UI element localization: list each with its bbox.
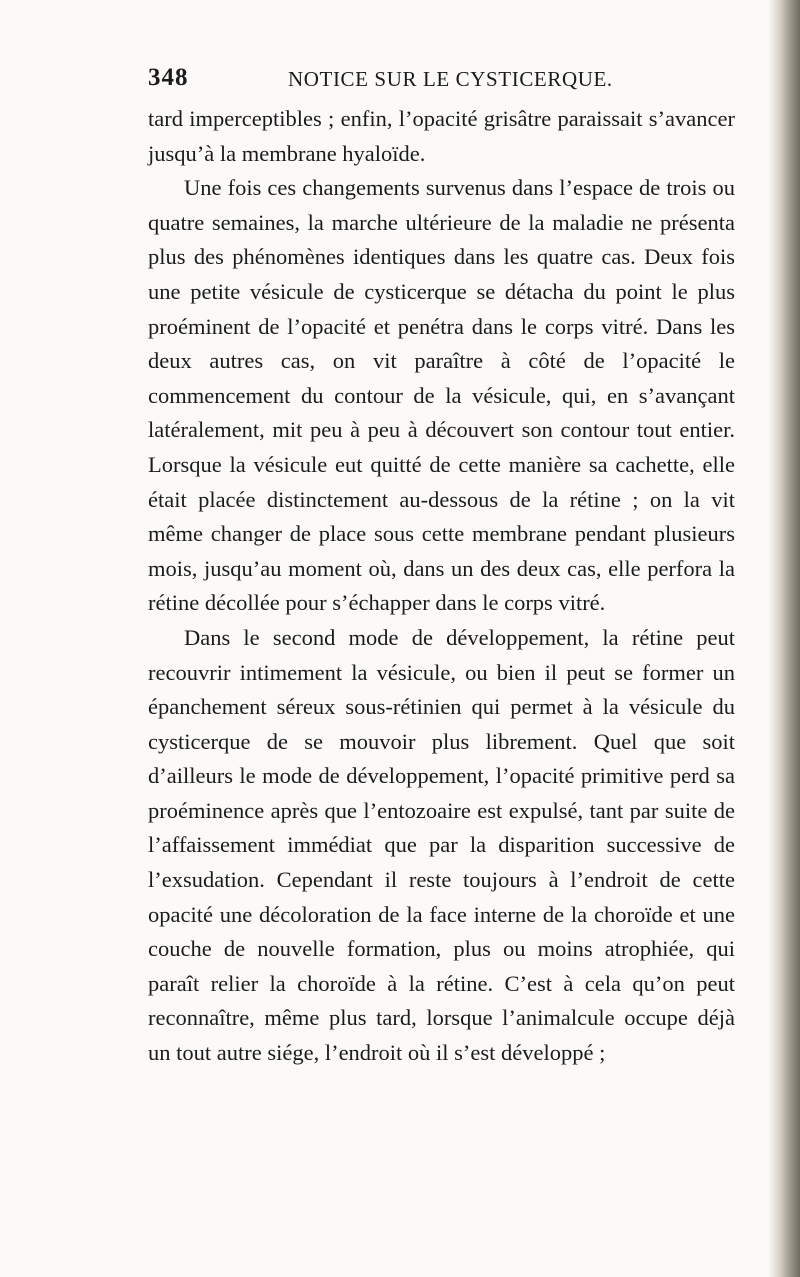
paragraph: Une fois ces changements survenus dans l’espace de trois ou quatre semaines, la marche ultérieure de la maladie ne présenta plus des phénomènes identiques dans les quatre cas. Deux fois une petite vésicule de cysticerque se détacha du point le plus proéminent de l’opacité et penétra dans le corps vitré. Dans les deux autres cas, on vit paraître à côté de l’opacité le commencement du contour de la vésicule, qui, en s’avançant latéralement, mit peu à peu à découvert son contour tout entier. Lorsque la vésicule eut quitté de cette manière sa cachette, elle était placée distinctement au-dessous de la rétine ; on la vit même changer de place sous cette membrane pendant plusieurs mois, jusqu’au moment où, dans un des deux cas, elle perfora la rétine décollée pour s’échapper dans le corps vitré. (148, 175, 735, 616)
running-head (148, 64, 708, 94)
running-title: NOTICE SUR LE CYSTICERQUE. (288, 67, 613, 91)
paragraph-continued: tard imperceptibles ; enfin, l’opacité grisâtre paraissait s’avancer jusqu’à la membrane hyaloïde. (148, 106, 735, 166)
paragraph: Dans le second mode de développement, la rétine peut recouvrir intimement la vésicule, ou bien il peut se former un épanchement séreux sous-rétinien qui permet à la vésicule du cysticerque de se mouvoir plus librement. Quel que soit d’ailleurs le mode de développement, l’opacité primitive perd sa proéminence après que l’entozoaire est expulsé, tant par suite de l’affaissement immédiat que par la disparition successive de l’exsudation. Cependant il reste toujours à l’endroit de cette opacité une décoloration de la face interne de la choroïde et une couche de nouvelle formation, plus ou moins atrophiée, qui paraît relier la choroïde à la rétine. C’est à cela qu’on peut reconnaître, même plus tard, lorsque l’animalcule occupe déjà un tout autre siége, l’endroit où il s’est développé ; (148, 624, 735, 1066)
page-edge-shadow (768, 0, 800, 1277)
body-text (148, 102, 735, 1071)
page-number: 348 (148, 64, 189, 91)
